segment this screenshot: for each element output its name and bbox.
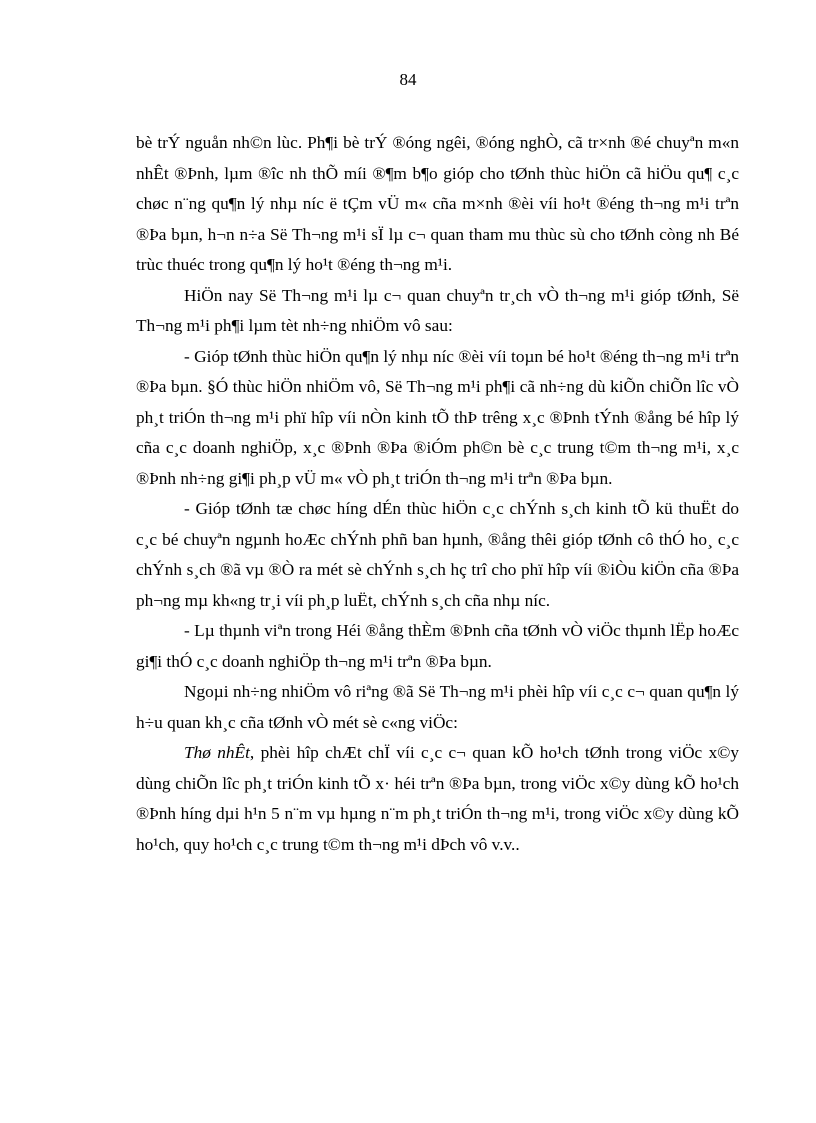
body-text [136,128,739,860]
paragraph-5: - Lµ thµnh viªn trong Héi ®ång thÈm ®Þnh cña tØnh vÒ viÖc thµnh lËp hoÆc gi¶i thÓ c¸c doanh nghiÖp th¬ng m¹i trªn ®Þa bµn. [136,621,739,671]
paragraph-7 [136,738,739,860]
paragraph-4: - Gióp tØnh tæ chøc híng dÉn thùc hiÖn c¸c chÝnh s¸ch kinh tÕ kü thuËt do c¸c bé chuyªn ngµnh hoÆc chÝnh phñ ban hµnh, ®ång thêi gióp tØnh cô thÓ ho¸ c¸c chÝnh s¸ch ®ã vµ ®Ò ra mét sè chÝnh s¸ch hç trî cho phï hîp víi ®iÒu kiÖn cña ®Þa ph¬ng mµ kh«ng tr¸i víi ph¸p luËt, chÝnh s¸ch cña nhµ níc. [136,499,739,610]
paragraph-7-text: , phèi hîp chÆt chÏ víi c¸c c¬ quan kÕ ho¹ch tØnh trong viÖc x©y dùng chiÕn lîc ph¸t triÓn kinh tÕ x· héi trªn ®Þa bµn, trong viÖc x©y dùng kÕ ho¹ch ®Þnh híng dµi h¹n 5 n¨m vµ hµng n¨m ph¸t triÓn th¬ng m¹i, trong viÖc x©y dùng kÕ ho¹ch, quy ho¹ch c¸c trung t©m th¬ng m¹i dÞch vô v.v.. [136,743,740,854]
paragraph-3: - Gióp tØnh thùc hiÖn qu¶n lý nhµ níc ®èi víi toµn bé ho¹t ®éng th¬ng m¹i trªn ®Þa bµn. §Ó thùc hiÖn nhiÖm vô, Së Th¬ng m¹i ph¶i cã nh÷ng dù kiÕn chiÕn lîc vÒ ph¸t triÓn th¬ng m¹i phï hîp víi nÒn kinh tÕ thÞ trêng x¸c ®Þnh tÝnh ®ång bé hîp lý cña c¸c doanh nghiÖp, x¸c ®Þnh ®Þa ®iÓm ph©n bè c¸c trung t©m th¬ng m¹i, x¸c ®Þnh nh÷ng gi¶i ph¸p vÜ m« vÒ ph¸t triÓn th¬ng m¹i trªn ®Þa bµn. [136,346,739,488]
page-number: 84 [399,70,417,89]
paragraph-1: bè trÝ nguån nh©n lùc. Ph¶i bè trÝ ®óng ngêi, ®óng nghÒ, cã tr×nh ®é chuyªn m«n nhÊt ®Þnh, lµm ®îc nh thÕ míi ®¶m b¶o gióp cho tØnh thùc hiÖn cã hiÖu qu¶ c¸c chøc n¨ng qu¶n lý nhµ níc ë tÇm vÜ m« cña m×nh ®èi víi ho¹t ®éng th¬ng m¹i trªn ®Þa bµn, h¬n n÷a Së Th¬ng m¹i sÏ lµ c¬ quan tham mu thùc sù cho tØnh còng nh Bé trùc thuéc trong qu¶n lý ho¹t ®éng th¬ng m¹i. [136,133,739,274]
paragraph-7-lead: Thø nhÊt [184,743,250,762]
paragraph-2: HiÖn nay Së Th¬ng m¹i lµ c¬ quan chuyªn tr¸ch vÒ th¬ng m¹i gióp tØnh, Së Th¬ng m¹i ph¶i lµm tèt nh÷ng nhiÖm vô sau: [136,285,739,335]
paragraph-6: Ngoµi nh÷ng nhiÖm vô riªng ®ã Së Th¬ng m¹i phèi hîp víi c¸c c¬ quan qu¶n lý h÷u quan kh¸c cña tØnh vÒ mét sè c«ng viÖc: [136,682,739,732]
